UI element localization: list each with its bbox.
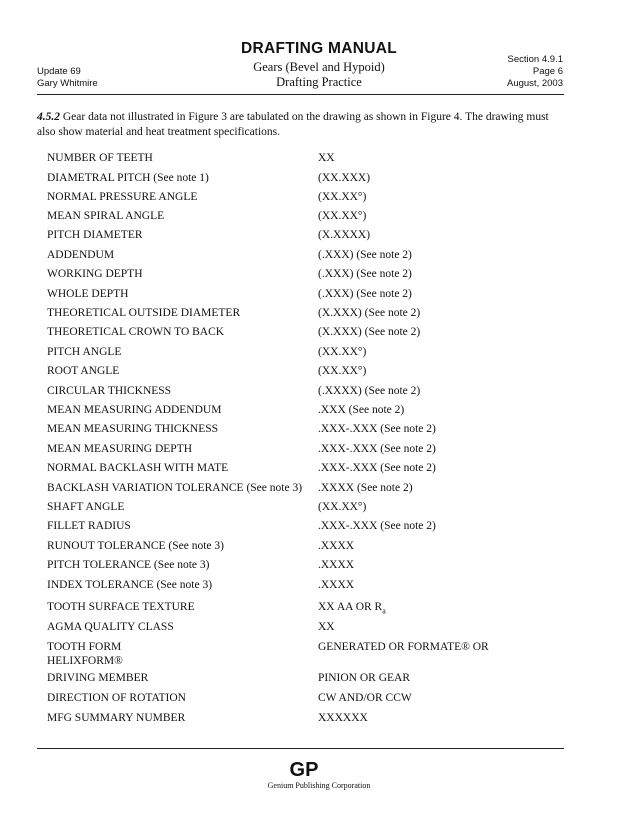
spec-label [47, 481, 312, 495]
spec-label [47, 691, 312, 705]
spec-value [318, 403, 568, 417]
spec-label [47, 384, 312, 398]
spec-value-subscript: a [382, 606, 386, 616]
section-ref: 4.5.2 [37, 111, 60, 123]
spec-label [47, 422, 312, 436]
spec-label-line-2: HELIXFORM® [47, 655, 123, 667]
footer-divider [37, 748, 564, 749]
spec-value-text: XXXXXX [318, 712, 368, 724]
document-date: August, 2003 [507, 78, 563, 89]
spec-label [47, 345, 312, 359]
spec-label-line: FILLET RADIUS [47, 520, 131, 532]
spec-value [318, 209, 568, 223]
spec-label-line: WORKING DEPTH [47, 268, 143, 280]
spec-value-text: .XXXX [318, 559, 355, 571]
spec-label-line: MEAN SPIRAL ANGLE [47, 210, 165, 222]
spec-value [318, 267, 568, 281]
spec-label-line: ADDENDUM [47, 249, 115, 261]
document-subtitle: Gears (Bevel and Hypoid) [253, 60, 385, 74]
spec-label [47, 267, 312, 281]
spec-value [318, 671, 568, 685]
spec-value-text: .XXXX [318, 579, 355, 591]
genium-logo-icon [287, 757, 321, 781]
spec-label [47, 620, 312, 634]
spec-value-text: (XX.XX°) [318, 191, 367, 203]
spec-value [318, 422, 568, 436]
spec-label-line: DRIVING MEMBER [47, 672, 149, 684]
spec-value [318, 711, 568, 725]
spec-value-text: (.XXX) (See note 2) [318, 288, 412, 300]
spec-label [47, 671, 312, 685]
spec-label [47, 209, 312, 223]
spec-value-text: (.XXX) (See note 2) [318, 268, 412, 280]
spec-label [47, 711, 312, 725]
spec-value [318, 578, 568, 592]
update-number: Update 69 [37, 66, 81, 77]
spec-value [318, 558, 568, 572]
spec-value [318, 442, 568, 456]
manual-title: DRAFTING MANUAL [240, 40, 398, 57]
spec-label-line: MEAN MEASURING ADDENDUM [47, 404, 222, 416]
spec-value-text: (.XXX) (See note 2) [318, 249, 412, 261]
publisher-name: Genium Publishing Corporation [267, 781, 371, 790]
spec-value-text: (X.XXXX) [318, 229, 371, 241]
spec-label [47, 306, 312, 320]
spec-value [318, 481, 568, 495]
spec-value [318, 287, 568, 301]
spec-value [318, 228, 568, 242]
header-left-block [37, 66, 98, 90]
spec-label-line: DIRECTION OF ROTATION [47, 692, 186, 704]
spec-label-line: MEAN MEASURING THICKNESS [47, 423, 219, 435]
spec-value-text: (XX.XXX) [318, 172, 371, 184]
spec-label [47, 151, 312, 165]
spec-label-line: WHOLE DEPTH [47, 288, 129, 300]
page-number: Page 6 [532, 66, 563, 77]
spec-label [47, 640, 312, 668]
spec-label-line: SHAFT ANGLE [47, 501, 125, 513]
spec-label [47, 558, 312, 572]
section-number: Section 4.9.1 [507, 54, 563, 65]
spec-label [47, 539, 312, 553]
spec-label-line: ROOT ANGLE [47, 365, 120, 377]
spec-value-text: .XXXX [318, 540, 355, 552]
spec-value [318, 306, 568, 320]
spec-label-line: TOOTH FORM [47, 641, 122, 653]
spec-label [47, 190, 312, 204]
logo-text: GP [289, 759, 319, 781]
spec-label-line: NORMAL BACKLASH WITH MATE [47, 462, 229, 474]
spec-value [318, 640, 568, 654]
spec-value-text: .XXX (See note 2) [318, 404, 405, 416]
spec-value-text: .XXX-.XXX (See note 2) [318, 423, 436, 435]
spec-value [318, 190, 568, 204]
spec-value-text: CW AND/OR CCW [318, 692, 412, 704]
spec-label-line: THEORETICAL OUTSIDE DIAMETER [47, 307, 241, 319]
spec-value [318, 384, 568, 398]
spec-value [318, 600, 568, 618]
spec-label [47, 364, 312, 378]
spec-value [318, 539, 568, 553]
spec-label-line: MEAN MEASURING DEPTH [47, 443, 193, 455]
spec-label-line: PITCH TOLERANCE (See note 3) [47, 559, 210, 571]
spec-label [47, 287, 312, 301]
spec-value [318, 500, 568, 514]
spec-label [47, 228, 312, 242]
spec-value [318, 248, 568, 262]
spec-value-text: (XX.XX°) [318, 365, 367, 377]
spec-label-line: NORMAL PRESSURE ANGLE [47, 191, 198, 203]
spec-value [318, 325, 568, 339]
spec-value-text: PINION OR GEAR [318, 672, 410, 684]
spec-label [47, 442, 312, 456]
spec-value [318, 151, 568, 165]
spec-value-text: (X.XXX) (See note 2) [318, 307, 421, 319]
spec-value-text: .XXX-.XXX (See note 2) [318, 462, 436, 474]
spec-label-line: DIAMETRAL PITCH (See note 1) [47, 172, 209, 184]
spec-label [47, 578, 312, 592]
spec-value-text: .XXXX (See note 2) [318, 482, 413, 494]
spec-label [47, 500, 312, 514]
spec-value-text: (.XXXX) (See note 2) [318, 385, 421, 397]
spec-value-text: (X.XXX) (See note 2) [318, 326, 421, 338]
spec-value [318, 461, 568, 475]
spec-label-line: RUNOUT TOLERANCE (See note 3) [47, 540, 224, 552]
spec-label-line: MFG SUMMARY NUMBER [47, 712, 186, 724]
spec-label-line: PITCH ANGLE [47, 346, 122, 358]
spec-label-line: CIRCULAR THICKNESS [47, 385, 172, 397]
author-name: Gary Whitmire [37, 78, 98, 89]
spec-label [47, 171, 312, 185]
spec-value-text: (XX.XX°) [318, 346, 367, 358]
spec-value [318, 171, 568, 185]
spec-value [318, 364, 568, 378]
intro-paragraph [37, 110, 564, 140]
spec-label-line: AGMA QUALITY CLASS [47, 621, 174, 633]
spec-label [47, 325, 312, 339]
spec-label-line: THEORETICAL CROWN TO BACK [47, 326, 225, 338]
document-subtitle-2: Drafting Practice [276, 75, 362, 89]
spec-label-line: BACKLASH VARIATION TOLERANCE (See note 3) [47, 482, 303, 494]
spec-value-text: (XX.XX°) [318, 501, 367, 513]
spec-value-text: XX [318, 152, 335, 164]
spec-value [318, 691, 568, 705]
spec-label [47, 403, 312, 417]
spec-value-text: .XXX-.XXX (See note 2) [318, 520, 436, 532]
spec-value-text: .XXX-.XXX (See note 2) [318, 443, 436, 455]
spec-label-line: TOOTH SURFACE TEXTURE [47, 601, 195, 613]
spec-label-line: INDEX TOLERANCE (See note 3) [47, 579, 213, 591]
spec-label [47, 600, 312, 614]
spec-value-text: (XX.XX°) [318, 210, 367, 222]
spec-value-text: GENERATED OR FORMATE® OR [318, 641, 489, 653]
spec-value [318, 345, 568, 359]
header-right-block [507, 54, 563, 90]
spec-value-text: XX AA OR R [318, 601, 383, 613]
spec-label-line: NUMBER OF TEETH [47, 152, 153, 164]
spec-label [47, 461, 312, 475]
spec-value-text: XX [318, 621, 335, 633]
spec-label-line: PITCH DIAMETER [47, 229, 143, 241]
intro-text: Gear data not illustrated in Figure 3 are tabulated on the drawing as shown in Figure 4. The drawing must also show material and heat treatment specifications. [37, 111, 549, 138]
header-divider [37, 94, 564, 95]
spec-label [47, 248, 312, 262]
spec-value [318, 519, 568, 533]
spec-value [318, 620, 568, 634]
spec-label [47, 519, 312, 533]
